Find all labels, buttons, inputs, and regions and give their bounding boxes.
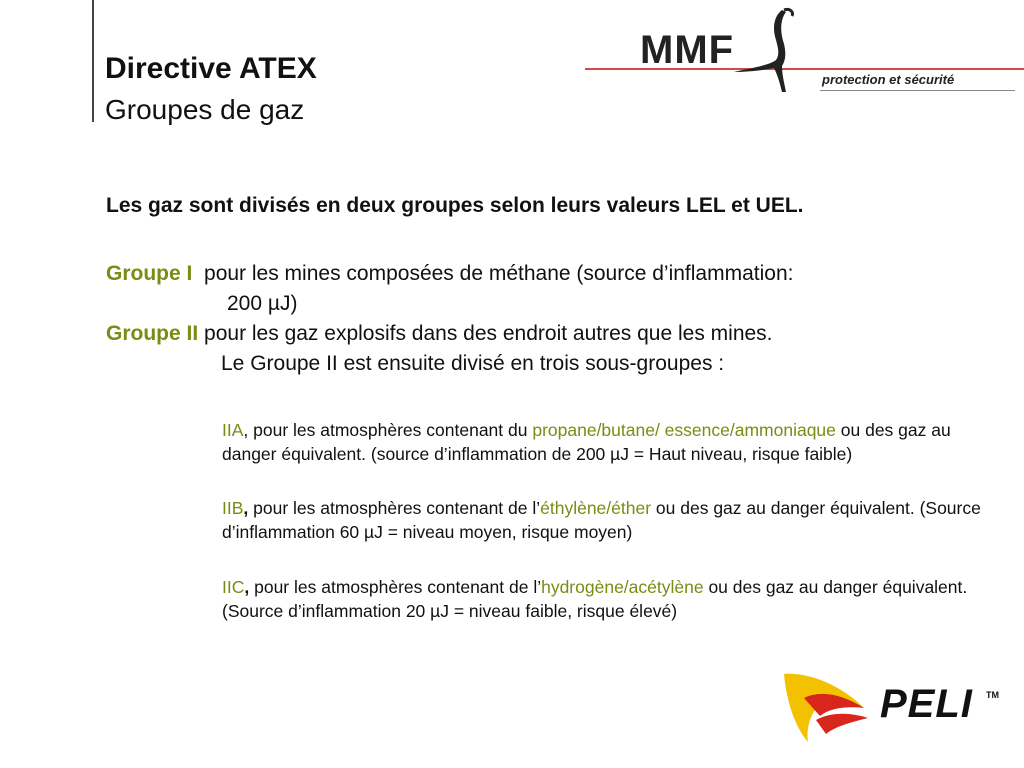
subgroup-iic-highlight: hydrogène/acétylène [541, 577, 704, 597]
peli-bird-icon [780, 668, 880, 744]
subgroup-iib-separator: , [243, 498, 249, 518]
subgroup-iib-text-before: pour les atmosphères contenant de l’ [248, 498, 541, 518]
subgroup-iia-text-after: ou des gaz au danger équivalent. (source d’inflammation de 200 µJ = Haut niveau, risque faible) [222, 420, 951, 464]
subgroup-iic-code: IIC [222, 577, 245, 597]
subgroup-iib-code: IIB [222, 498, 244, 518]
subgroup-iia [222, 418, 982, 466]
page-title: Directive ATEX [105, 52, 317, 85]
group-2-block [106, 322, 986, 375]
group-1-label: Groupe I [106, 262, 193, 285]
mmf-logo-name: MMF [640, 28, 735, 72]
group-1-continuation: 200 µJ) [227, 292, 298, 315]
title-divider [92, 0, 94, 122]
subgroup-iic-separator: , [244, 577, 250, 597]
page-subtitle: Groupes de gaz [105, 94, 305, 125]
intro-text: Les gaz sont divisés en deux groupes selon leurs valeurs LEL et UEL. [106, 194, 804, 217]
peli-logo-name: PELI [880, 682, 973, 726]
group-2-continuation: Le Groupe II est ensuite divisé en trois sous-groupes : [221, 352, 725, 375]
group-2-text: pour les gaz explosifs dans des endroit autres que les mines. [204, 322, 773, 345]
subgroup-iib-text-after: ou des gaz au danger équivalent. (Source d’inflammation 60 µJ = niveau moyen, risque moyen) [222, 498, 981, 542]
flamingo-icon [728, 6, 818, 94]
mmf-logo-tagline: protection et sécurité [822, 72, 955, 87]
group-1-text: pour les mines composées de méthane (source d’inflammation: [204, 262, 794, 285]
subgroup-iia-highlight: propane/butane/ essence/ammoniaque [532, 420, 836, 440]
subgroup-iia-code: IIA [222, 420, 244, 440]
peli-logo-trademark: TM [986, 690, 999, 700]
group-2-label: Groupe II [106, 322, 199, 345]
subgroup-iia-text-before: , pour les atmosphères contenant du [243, 420, 533, 440]
subgroup-iic-text-after: ou des gaz au danger équivalent. (Source d’inflammation 20 µJ = niveau faible, risque élevé) [222, 577, 968, 621]
subgroup-iic-text-before: pour les atmosphères contenant de l’ [249, 577, 542, 597]
group-1-block [106, 262, 986, 315]
subgroup-iib [222, 496, 982, 544]
mmf-logo-underline [820, 90, 1015, 91]
subgroup-iib-highlight: éthylène/éther [540, 498, 652, 518]
subgroup-iic [222, 575, 982, 623]
